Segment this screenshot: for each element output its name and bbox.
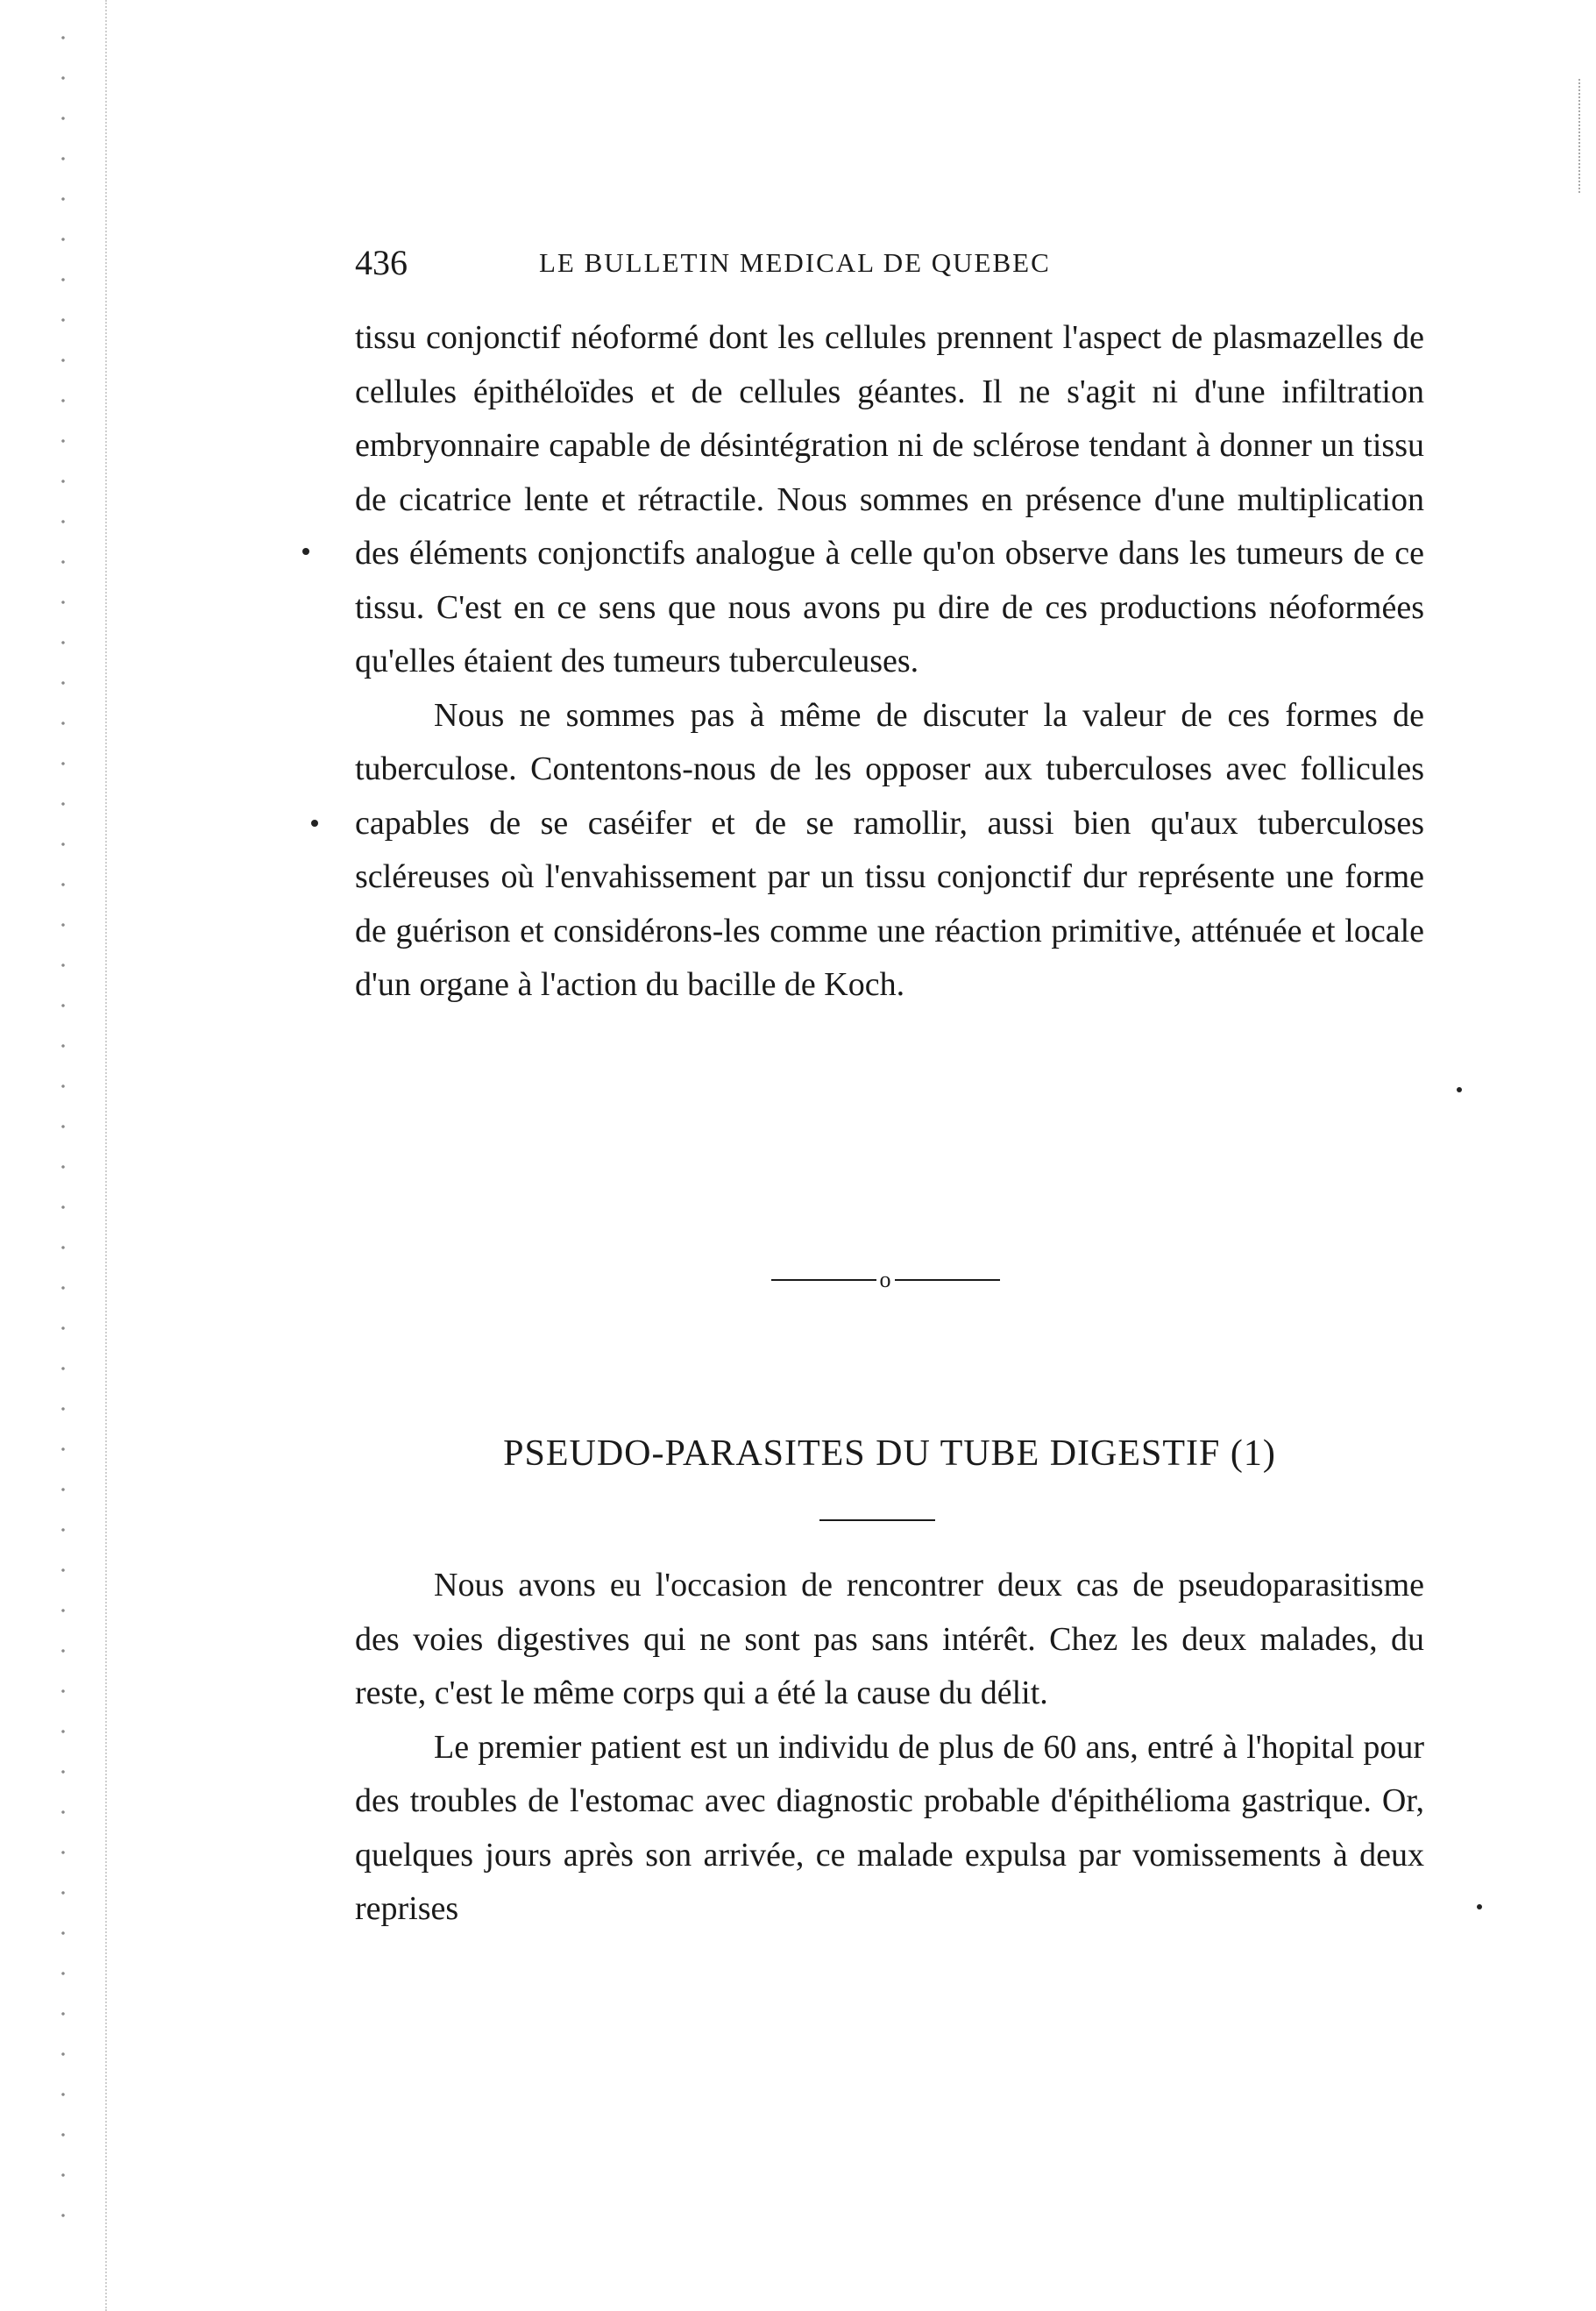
paragraph: tissu conjonctif néoformé dont les cellules prennent l'aspect de plasmazelles de cellules épithéloïdes et de cellules géantes. Il ne s'agit ni d'une infiltration embryonnaire capable de désintégration ni de sclérose tendant à donner un tissu de cicatrice lente et rétractile. Nous sommes en présence d'une multiplication des éléments conjonctifs analogue à celle qu'on observe dans les tumeurs de ce tissu. C'est en ce sens que nous avons pu dire de ces productions néoformées qu'elles étaient des tumeurs tuberculeuses.	[355, 319, 1424, 679]
scan-speck	[1477, 1904, 1482, 1909]
paragraph: Le premier patient est un individu de plus de 60 ans, entré à l'hopital pour des troubles de l'estomac avec diagnostic probable d'épithélioma gastrique. Or, quelques jours après son arrivée, ce malade expulsa par vomissements à deux reprises	[355, 1728, 1424, 1927]
divider-rule	[895, 1279, 1000, 1281]
section-title: PSEUDO-PARASITES DU TUBE DIGESTIF (1)	[503, 1433, 1276, 1474]
article-continuation	[355, 311, 1424, 1013]
scan-speck	[1457, 1087, 1462, 1092]
divider-rule	[771, 1279, 876, 1281]
running-head: LE BULLETIN MEDICAL DE QUEBEC	[539, 247, 1051, 278]
scan-gutter	[26, 0, 107, 2311]
page-header	[355, 237, 1249, 289]
section-body	[355, 1559, 1424, 1937]
scan-speck	[302, 548, 309, 555]
title-rule	[819, 1519, 935, 1521]
section-divider	[754, 1261, 1017, 1296]
paragraph: Nous ne sommes pas à même de discuter la valeur de ces formes de tuberculose. Contentons-nous de les opposer aux tuberculoses avec follicules capables de se caséifer et de se ramollir, aussi bien qu'aux tuberculoses scléreuses où l'envahissement par un tissu conjonctif dur représente une forme de guérison et considérons-les comme une réaction primitive, atténuée et locale d'un organe à l'action du bacille de Koch.	[355, 696, 1424, 1003]
divider-ornament: o	[879, 1266, 891, 1292]
scan-artifact-dots	[61, 18, 65, 2253]
scan-edge-mark	[1578, 79, 1582, 193]
page-number: 436	[355, 243, 408, 282]
paragraph: Nous avons eu l'occasion de rencontrer deux cas de pseudoparasitisme des voies digestives qui ne sont pas sans intérêt. Chez les deux malades, du reste, c'est le même corps qui a été la cause du délit.	[355, 1567, 1424, 1711]
scan-speck	[311, 820, 318, 827]
